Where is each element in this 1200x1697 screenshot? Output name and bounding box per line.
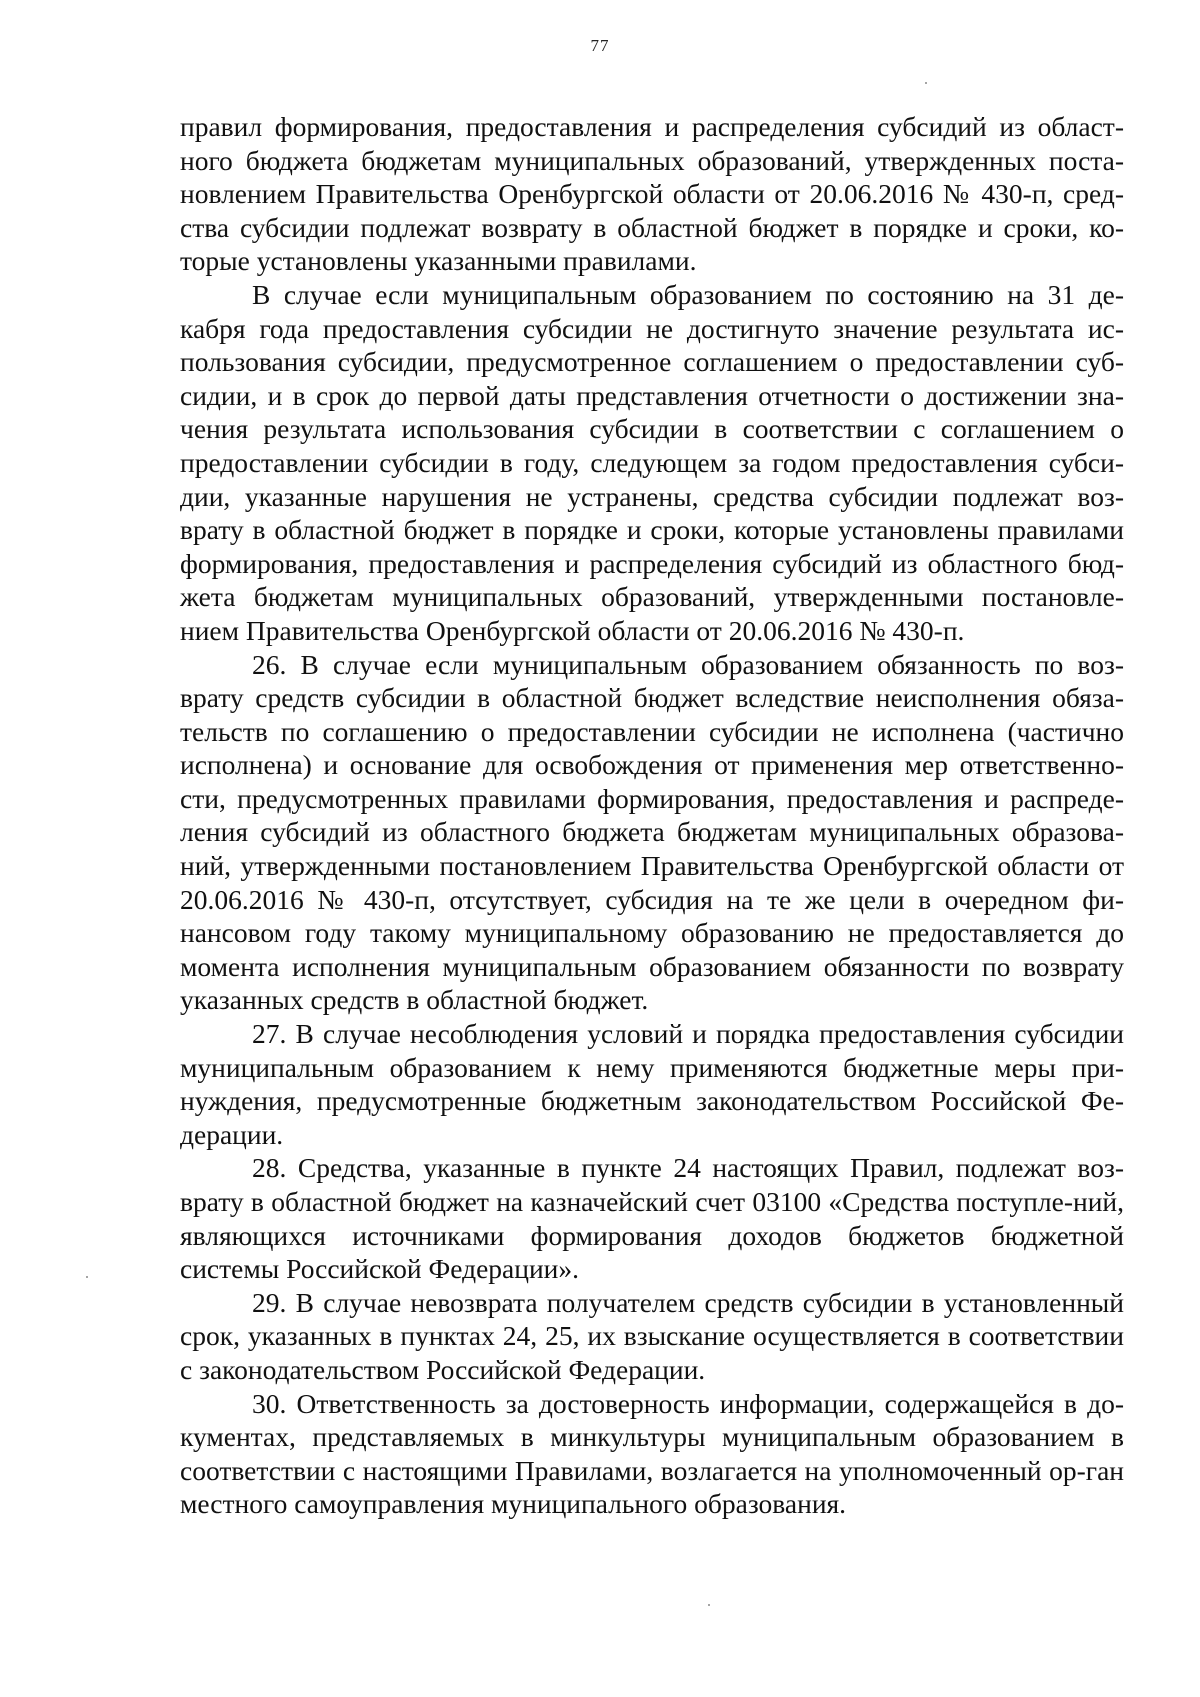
scan-speck xyxy=(708,1604,710,1606)
paragraph-item-27: 27. В случае несоблюдения условий и порядка предоставления субсидии муниципальным образованием к нему применяются бюджетные меры при-нуждения, предусмотренные бюджетным законодательством Российской Фе-дерации. xyxy=(180,1018,1124,1150)
paragraph-item-30: 30. Ответственность за достоверность информации, содержащейся в до-кументах, представляемых в минкультуры муниципальным образованием в соответствии с настоящими Правилами, возлагается на уполномоченный ор-ган местного самоуправления муниципального образования. xyxy=(180,1387,1124,1520)
paragraph-item-26: 26. В случае если муниципальным образованием обязанность по воз-врату средств субсидии в областной бюджет вследствие неисполнения обяза-тельств по соглашению о предоставлении субсидии не исполнена (частично исполнена) и основание для освобождения от применения мер ответственно-сти, предусмотренных правилами формирования, предоставления и распреде-ления субсидий из областного бюджета бюджетам муниципальных образова-ний, утвержденными постановлением Правительства Оренбургской области от 20.06.2016 № 430-п, отсутствует, субсидия на те же цели в очередном фи-нансовом году такому муниципальному образованию не предоставляется до момента исполнения муниципальным образованием обязанности по возврату указанных средств в областной бюджет. xyxy=(180,648,1124,1016)
paragraph-continuation: правил формирования, предоставления и распределения субсидий из област-ного бюджета бюджетам муниципальных образований, утвержденных поста-новлением Правительства Оренбургской области от 20.06.2016 № 430-п, сред-ства субсидии подлежат возврату в областной бюджет в порядке и сроки, ко-торые установлены указанными правилами. xyxy=(180,111,1124,277)
paragraph-item-29: 29. В случае невозврата получателем средств субсидии в установленный срок, указанных в пунктах 24, 25, их взыскание осуществляется в соответствии с законодательством Российской Федерации. xyxy=(180,1286,1124,1385)
paragraph-item-28: 28. Средства, указанные в пункте 24 настоящих Правил, подлежат воз-врату в областной бюджет на казначейский счет 03100 «Средства поступле-ний, являющихся источниками формирования доходов бюджетов бюджетной системы Российской Федерации». xyxy=(180,1152,1124,1285)
paragraph-result-not-achieved: В случае если муниципальным образованием по состоянию на 31 де-кабря года предоставления субсидии не достигнуто значение результата ис-пользования субсидии, предусмотренное соглашением о предоставлении суб-сидии, и в срок до первой даты представления отчетности о достижении зна-чения результата использования субсидии в соответствии с соглашением о предоставлении субсидии в году, следующем за годом предоставления субси-дии, указанные нарушения не устранены, средства субсидии подлежат воз-врату в областной бюджет в порядке и сроки, которые установлены правилами формирования, предоставления и распределения субсидий из областного бюд-жета бюджетам муниципальных образований, утвержденными постановле-нием Правительства Оренбургской области от 20.06.2016 № 430-п. xyxy=(180,278,1124,646)
page-number: 77 xyxy=(590,36,610,55)
document-body xyxy=(180,110,1124,1521)
scan-speck xyxy=(86,1276,88,1278)
scan-speck xyxy=(925,82,927,84)
